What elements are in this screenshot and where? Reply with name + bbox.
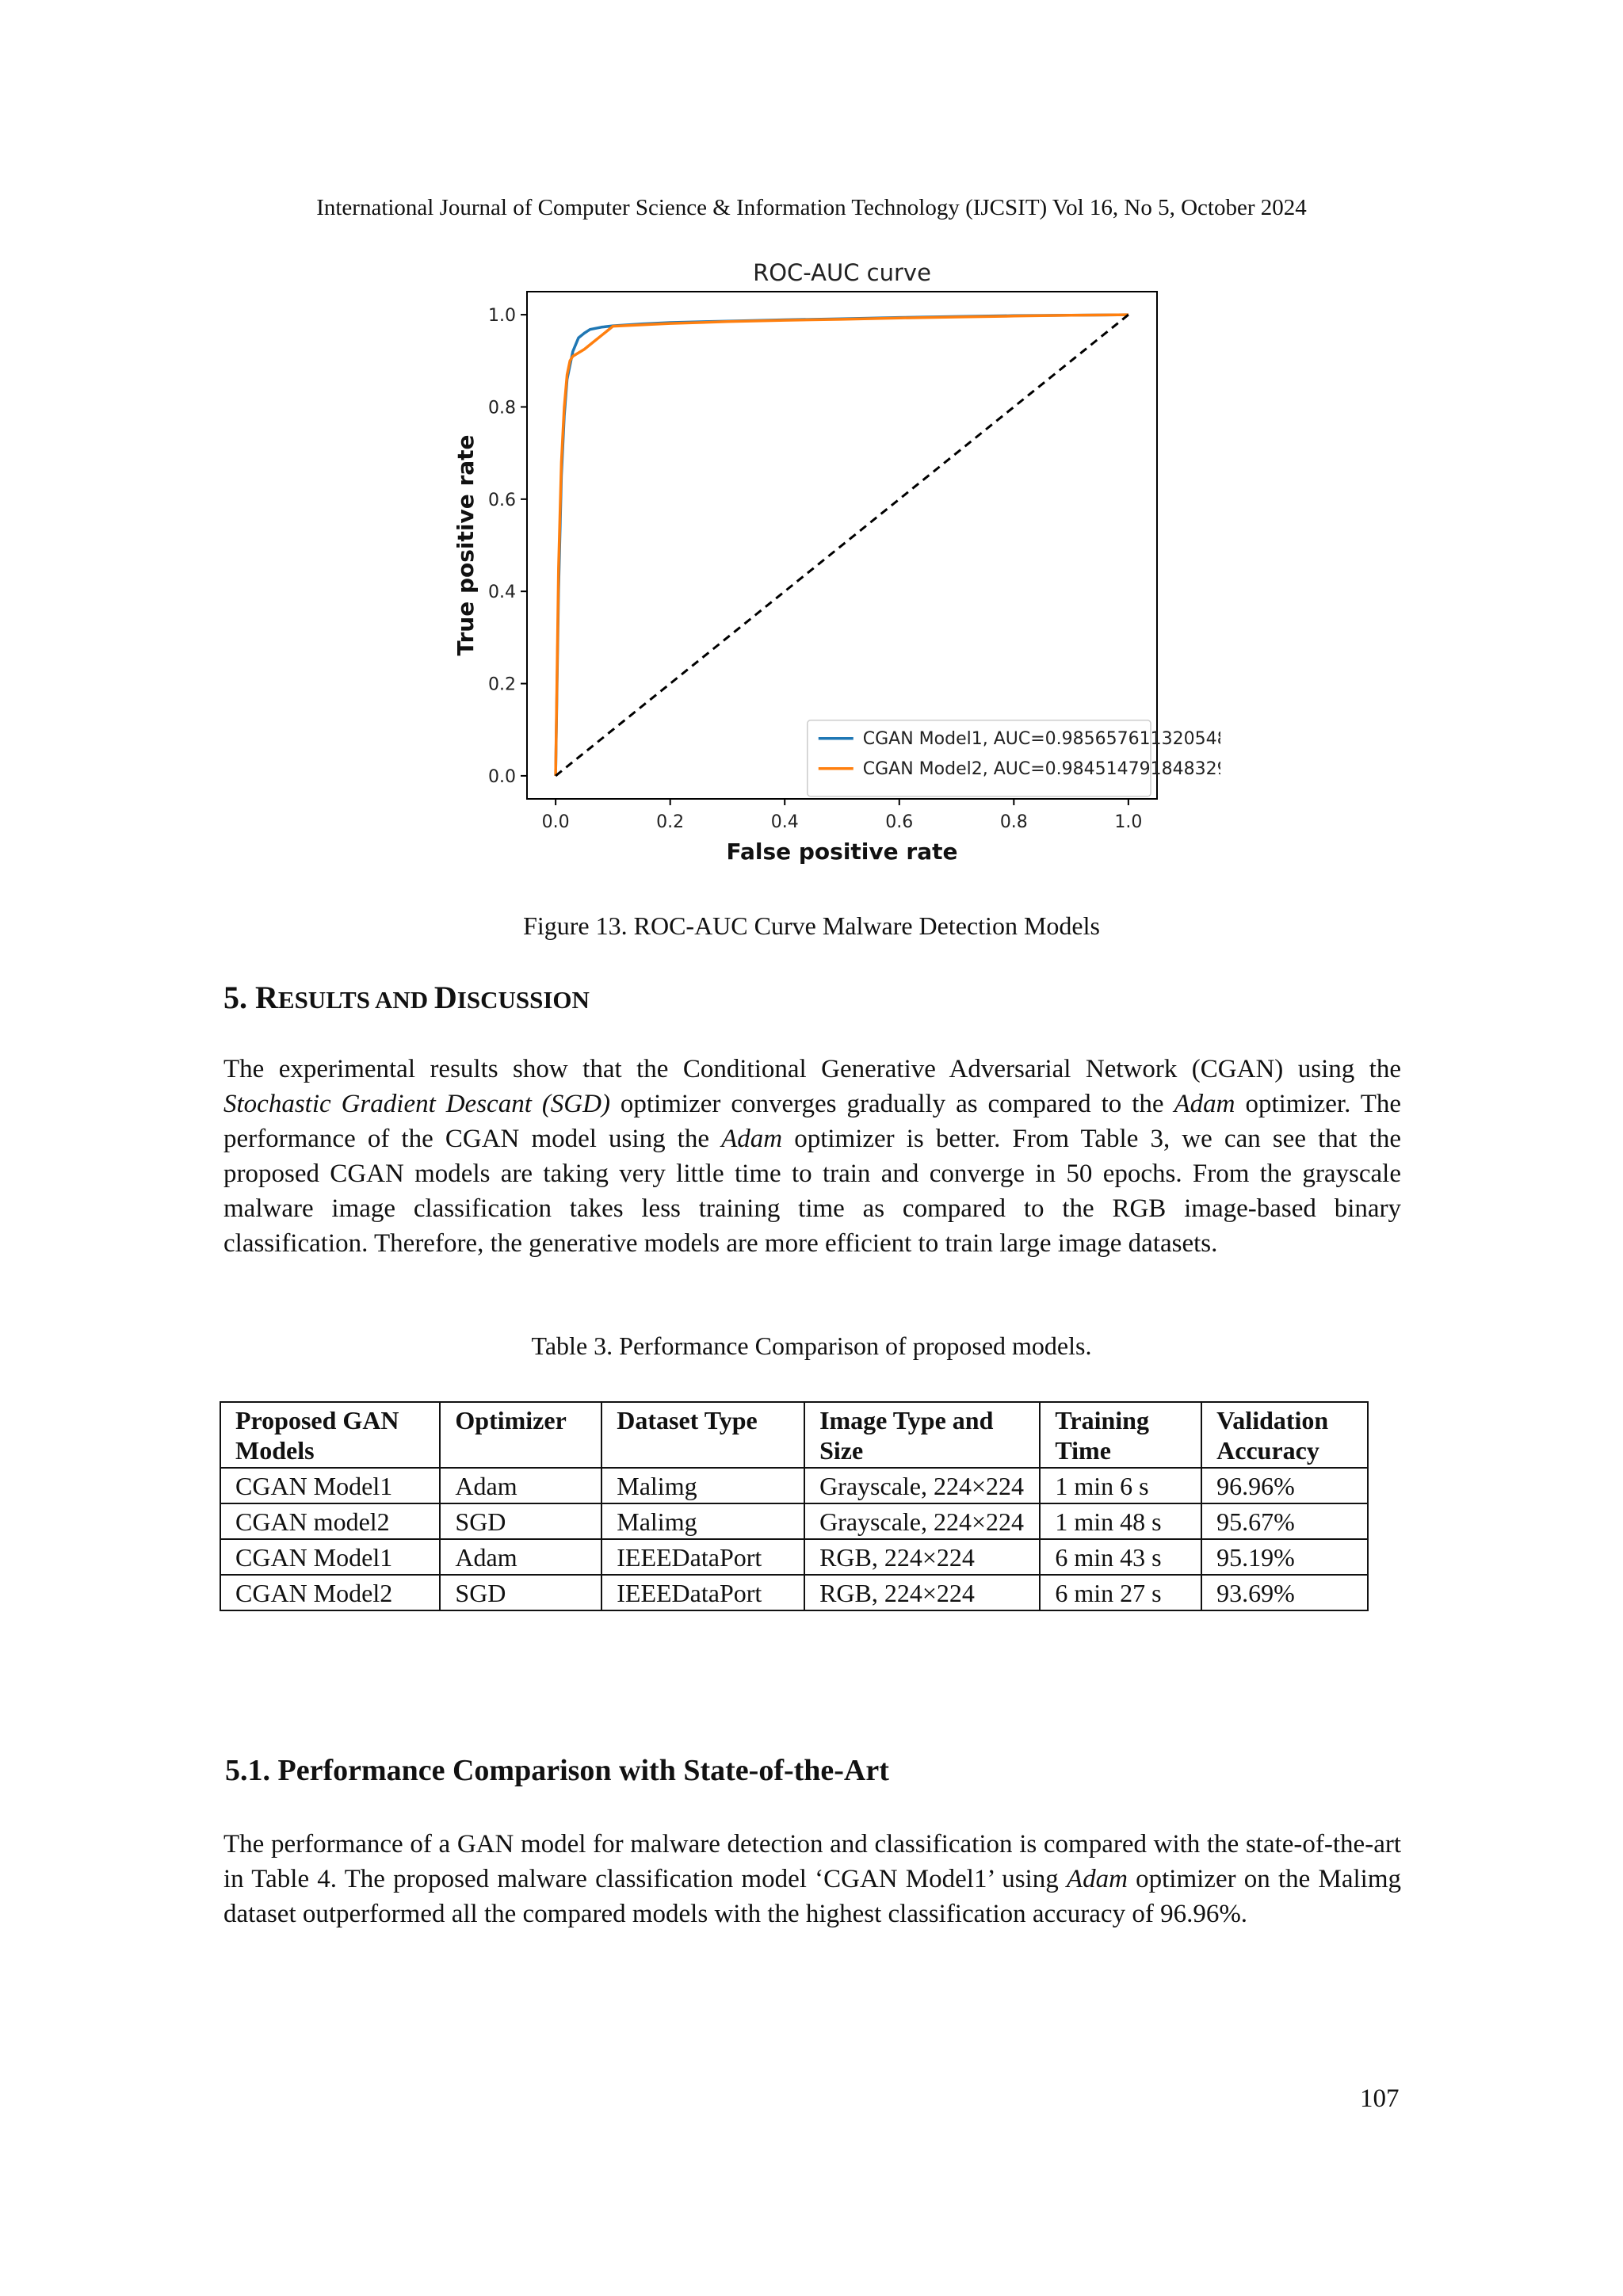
- table-cell: Adam: [440, 1539, 601, 1575]
- para2-text-b: optimizer on the Malimg dataset outperformed all the compared models with the highest classification accuracy of 96.96%.: [223, 1865, 1401, 1928]
- header-cell: Proposed GAN Models: [220, 1402, 440, 1468]
- x-tick-label: 0.6: [885, 812, 914, 832]
- chance-diagonal-line: [556, 315, 1128, 776]
- header-cell: Training Time: [1040, 1402, 1201, 1468]
- table-cell: IEEEDataPort: [601, 1575, 804, 1610]
- section-title-d: D: [433, 980, 457, 1015]
- section-number: 5.: [223, 980, 247, 1015]
- figure-caption: Figure 13. ROC-AUC Curve Malware Detection Models: [523, 911, 1100, 940]
- y-tick-label: 0.2: [488, 674, 516, 695]
- legend-entry: CGAN Model2, AUC=0.9845147918483295: [862, 758, 1220, 779]
- y-tick-label: 0.6: [488, 490, 516, 510]
- section-title-iscussion: ISCUSSION: [456, 986, 590, 1014]
- para1-text-c: optimizer. The performance of the CGAN model using the: [223, 1090, 1401, 1153]
- table-cell: 96.96%: [1201, 1468, 1368, 1503]
- table-header-row: [220, 1402, 1368, 1468]
- table-cell: Adam: [440, 1468, 601, 1503]
- page-number: 107: [1360, 2084, 1400, 2113]
- table-cell: Malimg: [601, 1468, 804, 1503]
- table-row: [220, 1575, 1368, 1610]
- y-axis-label: True positive rate: [453, 434, 479, 656]
- section-title: [223, 979, 590, 1016]
- x-tick-label: 0.2: [656, 812, 685, 832]
- table-cell: IEEEDataPort: [601, 1539, 804, 1575]
- section-title-r: R: [255, 980, 278, 1015]
- table-cell: 1 min 6 s: [1040, 1468, 1201, 1503]
- table-row: [220, 1539, 1368, 1575]
- chart-title: ROC-AUC curve: [753, 259, 931, 286]
- para1-adam-term: Adam: [1174, 1090, 1235, 1118]
- table-row: [220, 1503, 1368, 1539]
- table-cell: 1 min 48 s: [1040, 1503, 1201, 1539]
- header-cell: Dataset Type: [601, 1402, 804, 1468]
- y-tick-label: 0.4: [488, 583, 516, 603]
- running-header: International Journal of Computer Science & Information Technology (IJCSIT) Vol 16, No 5, October 2024: [316, 195, 1307, 220]
- y-tick-label: 1.0: [488, 306, 516, 327]
- table-cell: 95.67%: [1201, 1503, 1368, 1539]
- table-cell: 93.69%: [1201, 1575, 1368, 1610]
- table-cell: 6 min 43 s: [1040, 1539, 1201, 1575]
- header-cell: Image Type and Size: [804, 1402, 1040, 1468]
- header-cell: Validation Accuracy: [1201, 1402, 1368, 1468]
- section-title-esults: ESULTS AND: [277, 986, 434, 1014]
- para1-text-b: optimizer converges gradually as compared to the: [609, 1090, 1174, 1118]
- performance-table: [220, 1401, 1369, 1611]
- x-axis-label: False positive rate: [726, 839, 958, 865]
- legend-entry: CGAN Model1, AUC=0.9856576113205482: [862, 728, 1220, 749]
- table-cell: 6 min 27 s: [1040, 1575, 1201, 1610]
- table-cell: CGAN Model1: [220, 1539, 440, 1575]
- y-tick-label: 0.8: [488, 398, 516, 418]
- para1-text-a: The experimental results show that the Conditional Generative Adversarial Network (CGAN) using the: [223, 1055, 1401, 1083]
- x-tick-label: 1.0: [1114, 812, 1143, 832]
- header-cell: Optimizer: [440, 1402, 601, 1468]
- roc-auc-chart: [428, 252, 1220, 878]
- table-row: [220, 1468, 1368, 1503]
- para2-text-a: The performance of a GAN model for malware detection and classification is compared with the state-of-the-art in Table 4. The proposed malware classification model ‘CGAN Model1’ using: [223, 1830, 1401, 1893]
- x-tick-label: 0.8: [999, 812, 1028, 832]
- para1-adam-term-2: Adam: [721, 1125, 783, 1153]
- table-cell: 95.19%: [1201, 1539, 1368, 1575]
- table-cell: CGAN Model2: [220, 1575, 440, 1610]
- para2-adam-term: Adam: [1066, 1865, 1128, 1893]
- table-cell: RGB, 224×224: [804, 1539, 1040, 1575]
- para1-sgd-term: Stochastic Gradient Descant (SGD): [223, 1090, 610, 1118]
- subsection-title: 5.1. Performance Comparison with State-of-the-Art: [225, 1754, 889, 1787]
- table-cell: Grayscale, 224×224: [804, 1503, 1040, 1539]
- x-tick-label: 0.0: [541, 812, 570, 832]
- table-cell: SGD: [440, 1503, 601, 1539]
- para1-text-d: optimizer is better. From Table 3, we can see that the proposed CGAN models are taking very little time to train and converge in 50 epochs. From the grayscale malware image classification takes less training time as compared to the RGB image-based binary classification. Therefore, the generative models are more efficient to train large image datasets.: [223, 1125, 1401, 1258]
- table-cell: Malimg: [601, 1503, 804, 1539]
- table-cell: Grayscale, 224×224: [804, 1468, 1040, 1503]
- y-tick-label: 0.0: [488, 766, 516, 787]
- x-tick-label: 0.4: [770, 812, 799, 832]
- table-cell: RGB, 224×224: [804, 1575, 1040, 1610]
- table-cell: CGAN Model1: [220, 1468, 440, 1503]
- table-caption: Table 3. Performance Comparison of proposed models.: [531, 1331, 1092, 1360]
- sota-paragraph: [223, 1827, 1401, 1931]
- roc-auc-svg: [428, 252, 1220, 878]
- results-paragraph: [223, 1052, 1401, 1261]
- table-cell: SGD: [440, 1575, 601, 1610]
- table-cell: CGAN model2: [220, 1503, 440, 1539]
